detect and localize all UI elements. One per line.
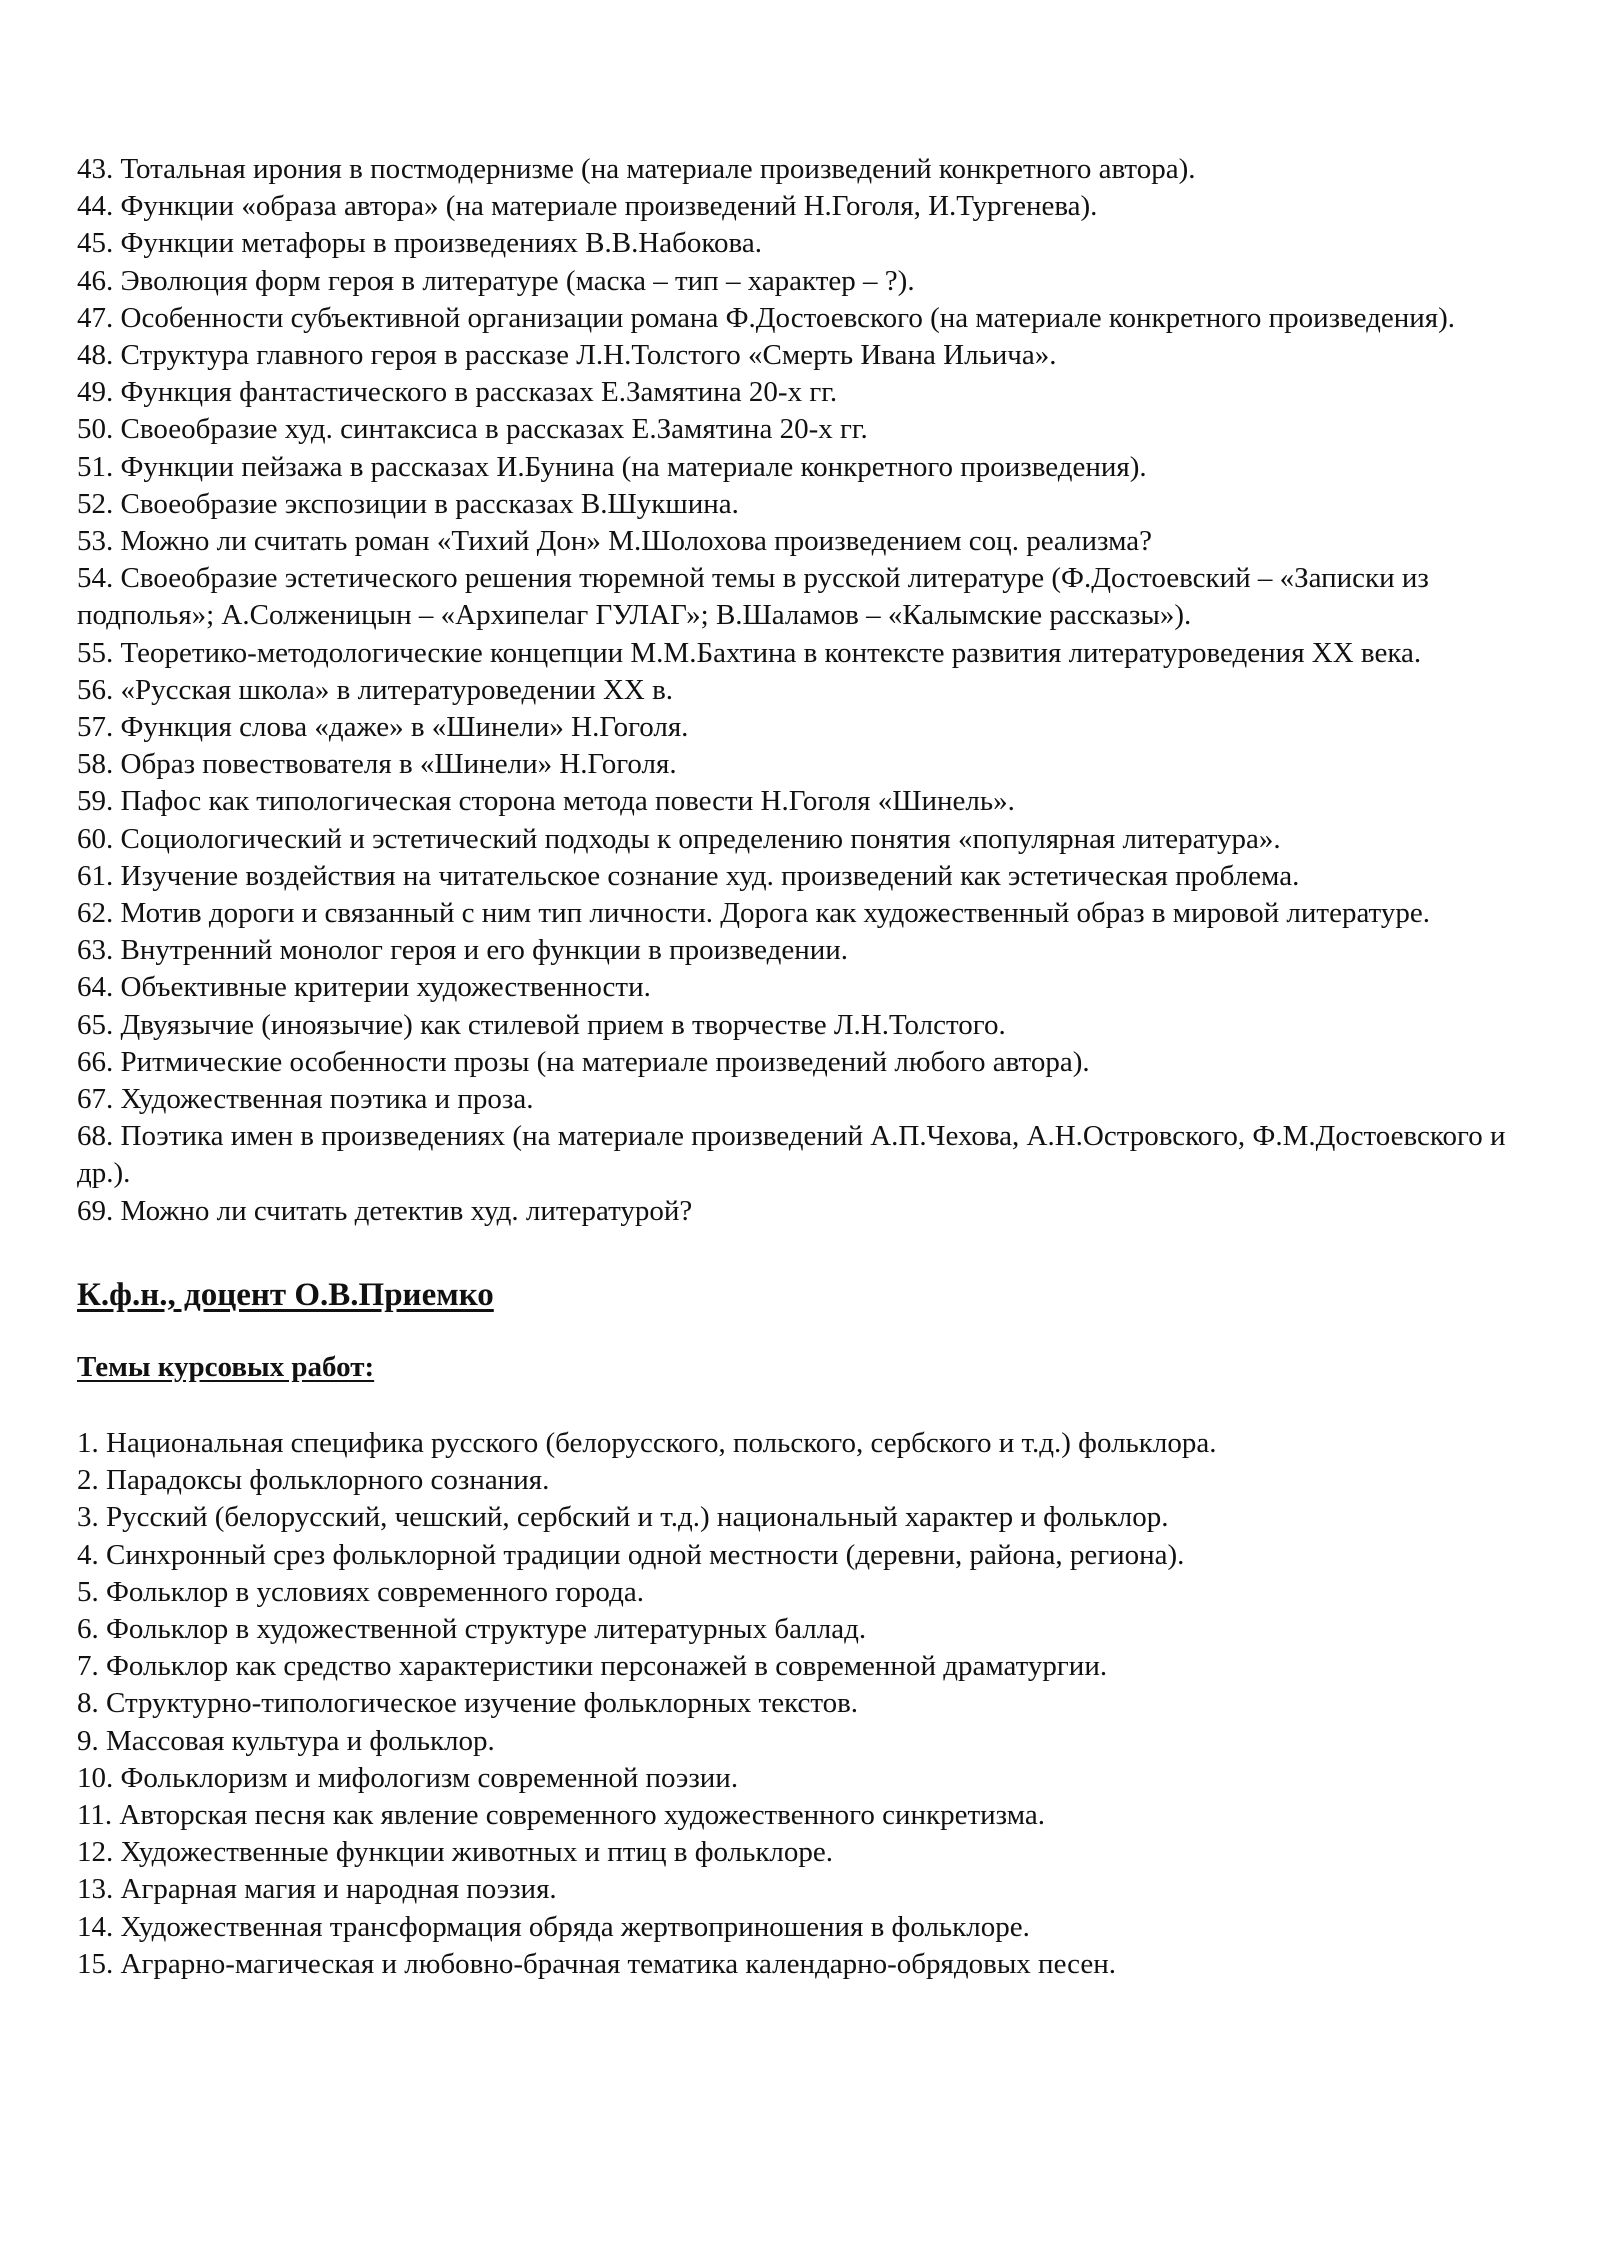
- list-item: 46. Эволюция форм героя в литературе (маска – тип – характер – ?).: [77, 264, 915, 297]
- list-item: 1. Национальная специфика русского (белорусского, польского, сербского и т.д.) фольклора.: [77, 1426, 1217, 1459]
- document-page: [77, 151, 1527, 1983]
- list-item: 56. «Русская школа» в литературоведении XX в.: [77, 673, 674, 706]
- list-item: 64. Объективные критерии художественности.: [77, 971, 651, 1004]
- list-item: 49. Функция фантастического в рассказах Е.Замятина 20-х гг.: [77, 376, 838, 409]
- list-item: 5. Фольклор в условиях современного города.: [77, 1575, 644, 1608]
- list-item: 47. Особенности субъективной организации романа Ф.Достоевского (на материале конкретного произведения).: [77, 301, 1456, 334]
- list-item: 44. Функции «образа автора» (на материале произведений Н.Гоголя, И.Тургенева).: [77, 190, 1098, 223]
- list-item: 63. Внутренний монолог героя и его функции в произведении.: [77, 934, 849, 967]
- list-item: 57. Функция слова «даже» в «Шинели» Н.Гоголя.: [77, 711, 689, 744]
- list-item: 67. Художественная поэтика и проза.: [77, 1083, 534, 1116]
- list-item: 14. Художественная трансформация обряда жертвоприношения в фольклоре.: [77, 1910, 1030, 1943]
- list-item: 62. Мотив дороги и связанный с ним тип личности. Дорога как художественный образ в мировой литературе.: [77, 897, 1430, 930]
- list-item: 2. Парадоксы фольклорного сознания.: [77, 1464, 550, 1497]
- list-item: 55. Теоретико-методологические концепции М.М.Бахтина в контексте развития литературоведения XX века.: [77, 636, 1422, 669]
- list-item: 45. Функции метафоры в произведениях В.В.Набокова.: [77, 227, 762, 260]
- list-item: 65. Двуязычие (иноязычие) как стилевой прием в творчестве Л.Н.Толстого.: [77, 1008, 1006, 1041]
- list-item: 51. Функции пейзажа в рассказах И.Бунина (на материале конкретного произведения).: [77, 450, 1147, 483]
- topics-continued-list: [77, 151, 1527, 1230]
- list-item: 52. Своеобразие экспозиции в рассказах В.Шукшина.: [77, 487, 739, 520]
- list-item: 66. Ритмические особенности прозы (на материале произведений любого автора).: [77, 1045, 1090, 1078]
- list-item: 43. Тотальная ирония в постмодернизме (на материале произведений конкретного автора).: [77, 153, 1196, 185]
- list-item: 12. Художественные функции животных и птиц в фольклоре.: [77, 1836, 833, 1869]
- list-item: 15. Аграрно-магическая и любовно-брачная тематика календарно-обрядовых песен.: [77, 1947, 1117, 1980]
- list-item: 54. Своеобразие эстетического решения тюремной темы в русской литературе (Ф.Достоевский – «Записки из подполья»; А.Солженицын – «Архипелаг ГУЛАГ»; В.Шаламов – «Калымские рассказы»).: [77, 562, 1429, 632]
- list-item: 4. Синхронный срез фольклорной традиции одной местности (деревни, района, региона).: [77, 1538, 1185, 1571]
- course-topics-heading: Темы курсовых работ:: [77, 1350, 375, 1383]
- list-item: 58. Образ повествователя в «Шинели» Н.Гоголя.: [77, 748, 677, 781]
- list-item: 3. Русский (белорусский, чешский, сербский и т.д.) национальный характер и фольклор.: [77, 1501, 1169, 1534]
- list-item: 61. Изучение воздействия на читательское сознание худ. произведений как эстетическая проблема.: [77, 859, 1300, 892]
- list-item: 48. Структура главного героя в рассказе Л.Н.Толстого «Смерть Ивана Ильича».: [77, 339, 1057, 372]
- list-item: 6. Фольклор в художественной структуре литературных баллад.: [77, 1612, 867, 1645]
- list-item: 53. Можно ли считать роман «Тихий Дон» М.Шолохова произведением соц. реализма?: [77, 525, 1152, 558]
- list-item: 10. Фольклоризм и мифологизм современной поэзии.: [77, 1761, 739, 1794]
- course-topics-list: [77, 1425, 1527, 1983]
- list-item: 11. Авторская песня как явление современного художественного синкретизма.: [77, 1798, 1045, 1831]
- list-item: 69. Можно ли считать детектив худ. литературой?: [77, 1194, 693, 1227]
- list-item: 7. Фольклор как средство характеристики персонажей в современной драматургии.: [77, 1650, 1108, 1683]
- list-item: 50. Своеобразие худ. синтаксиса в рассказах Е.Замятина 20-х гг.: [77, 413, 868, 446]
- list-item: 8. Структурно-типологическое изучение фольклорных текстов.: [77, 1687, 859, 1720]
- list-item: 60. Социологический и эстетический подходы к определению понятия «популярная литература».: [77, 822, 1281, 855]
- list-item: 59. Пафос как типологическая сторона метода повести Н.Гоголя «Шинель».: [77, 785, 1015, 818]
- list-item: 13. Аграрная магия и народная поэзия.: [77, 1873, 557, 1906]
- author-heading: К.ф.н., доцент О.В.Приемко: [77, 1276, 494, 1313]
- list-item: 9. Массовая культура и фольклор.: [77, 1724, 495, 1757]
- list-item: 68. Поэтика имен в произведениях (на материале произведений А.П.Чехова, А.Н.Островского, Ф.М.Достоевского и др.).: [77, 1120, 1506, 1190]
